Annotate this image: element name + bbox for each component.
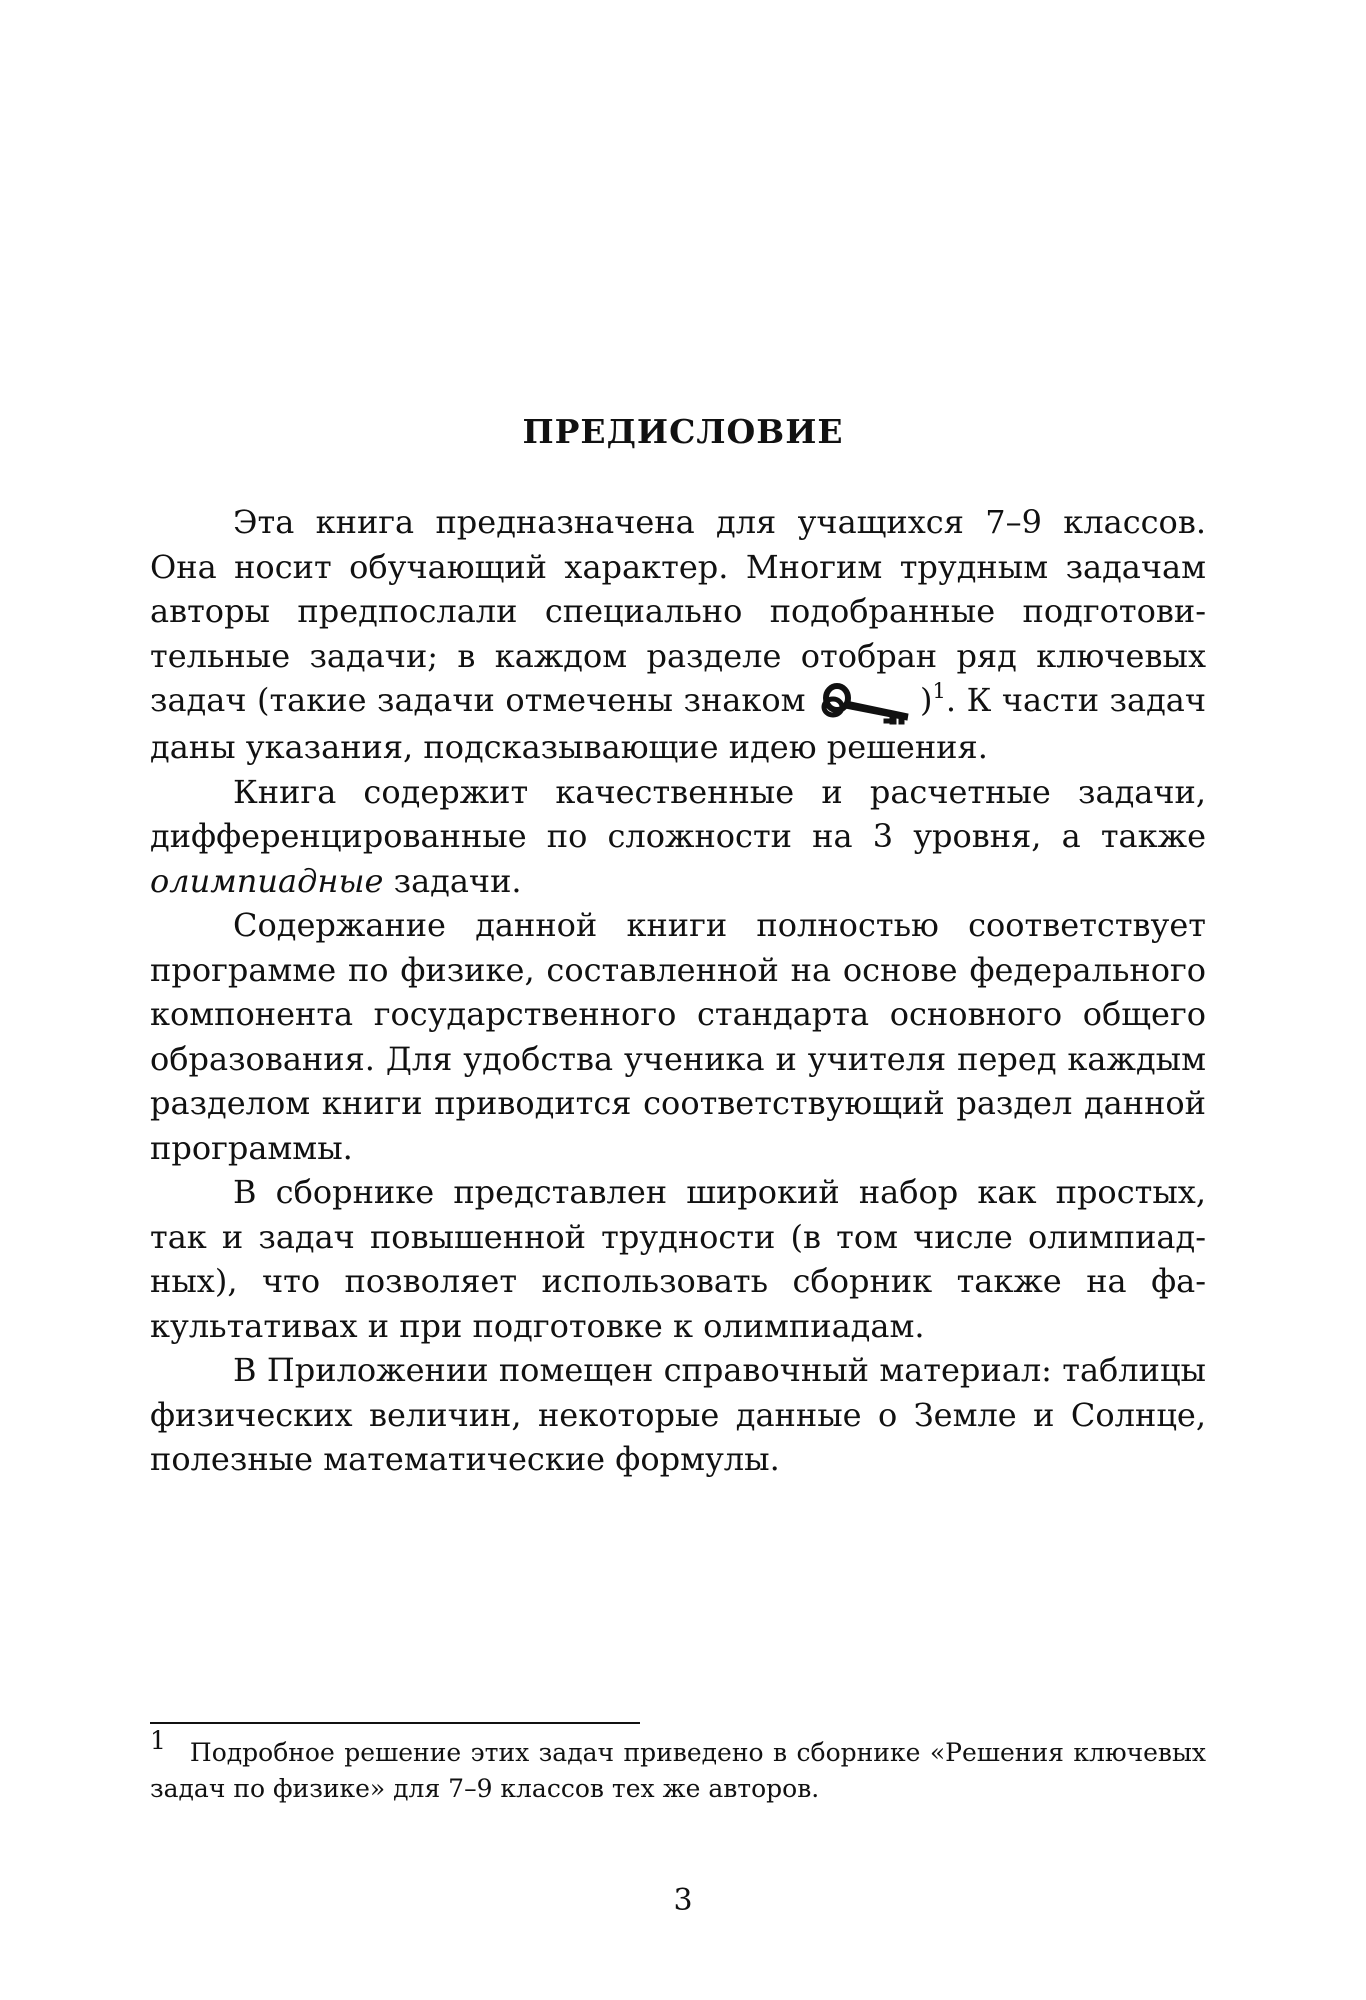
- paragraph-2: [150, 770, 1206, 904]
- footnote-reference: 1: [932, 679, 946, 703]
- page-title: ПРЕДИСЛОВИЕ: [522, 412, 844, 451]
- paragraph-4: В сборнике представлен широкий набор как простых, так и задач повышенной трудности (в том числе олимпиадных), что позволяет использовать сборник также на факультативах и при подготовке к олимпиадам.: [150, 1173, 1206, 1345]
- paragraph-2-emphasis: олимпиадные: [150, 861, 384, 900]
- paragraph-1-close-paren: ): [920, 681, 933, 719]
- footnote-text: Подробное решение этих задач приведено в сборнике «Решения ключевых задач по физике» для 7–9 классов тех же авторов.: [150, 1738, 1206, 1803]
- paragraph-5: В Приложении помещен справочный материал: таблицы физических величин, некоторые данные о Земле и Солнце, полезные математические формулы.: [150, 1351, 1206, 1478]
- preface-body: [150, 500, 1206, 1482]
- page-number: 3: [673, 1883, 693, 1918]
- paragraph-1-text-a: Эта книга предназначена для учащихся 7–9 классов. Она носит обучающий характер. Многим трудным задачам авторы предпослали специально подобранные подготовительные задачи; в каждом разделе отобран ряд ключевых задач (такие задачи отмечены знаком: [150, 503, 1206, 719]
- paragraph-2-text-b: задачи.: [383, 861, 522, 900]
- key-icon: [820, 681, 920, 725]
- paragraph-1-text-b: . К части задач даны указания, подсказывающие идею решения.: [150, 681, 1207, 766]
- footnote-body: [150, 1726, 1206, 1807]
- paragraph-3: Содержание данной книги полностью соответствует программе по физике, составленной на основе федерального компонента государственного стандарта основного общего образования. Для удобства ученика и учителя перед каждым разделом книги приводится соответствующий раздел данной программы.: [150, 906, 1206, 1167]
- paragraph-1: [150, 500, 1206, 770]
- paragraph-2-text-a: Книга содержит качественные и расчетные задачи, дифференцированные по сложности на 3 уровня, а также: [150, 772, 1206, 855]
- footnote: [150, 1726, 1206, 1807]
- footnote-number: 1: [150, 1726, 166, 1755]
- footnote-divider: [150, 1722, 640, 1724]
